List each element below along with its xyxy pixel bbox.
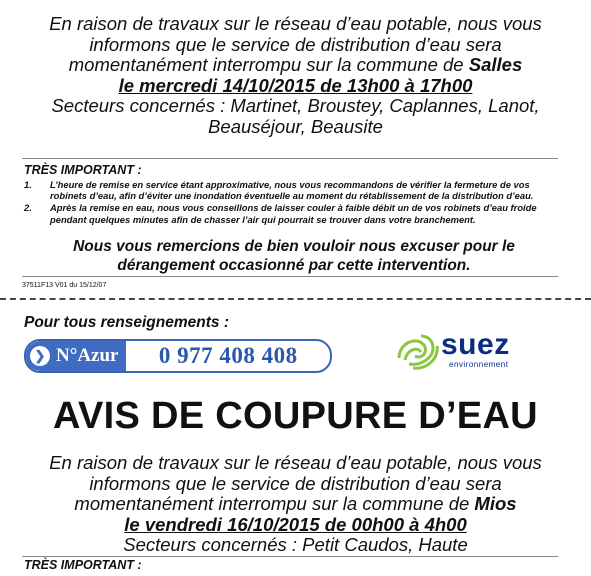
important-section: [24, 163, 560, 226]
important-heading: TRÈS IMPORTANT :: [24, 558, 142, 572]
azur-phone-badge[interactable]: [24, 339, 332, 373]
page-title: AVIS DE COUPURE D’EAU: [53, 395, 538, 437]
list-text: L’heure de remise en service étant approximative, nous vous recommandons de vérifier la fermeture de vos robinets d’eau, afin d’éviter une inondation éventuelle au moment du rétablissement de la distribution d’eau.: [50, 179, 534, 202]
sectors-line: Secteurs concernés : Martinet, Broustey, Caplannes, Lanot,: [51, 95, 540, 116]
notice-line-prefix: momentanément interrompu sur la commune de: [74, 493, 475, 514]
list-text: Après la remise en eau, nous vous conseillons de laisser couler à faible débit un de vos robinets d’eau froide pendant quelques minutes afin de chasser l’air qui pourrait se trouver dans votre branchement.: [50, 202, 537, 225]
contact-label: Pour tous renseignements :: [24, 314, 229, 331]
list-item: [24, 179, 560, 201]
notice-line: En raison de travaux sur le réseau d’eau potable, nous vous: [49, 13, 542, 34]
outage-date: le mercredi 14/10/2015 de 13h00 à 17h00: [118, 74, 473, 96]
apology-message: [22, 237, 566, 275]
outage-date: le vendredi 16/10/2015 de 00h00 à 4h00: [124, 513, 467, 535]
notice-line: [0, 494, 591, 515]
list-number: 1.: [24, 179, 32, 190]
commune-name: Mios: [474, 493, 517, 514]
important-heading: TRÈS IMPORTANT :: [24, 163, 142, 177]
notice-line: En raison de travaux sur le réseau d’eau potable, nous vous: [49, 452, 542, 473]
commune-name: Salles: [468, 54, 523, 75]
divider: [22, 276, 558, 277]
logo-wordmark: suez: [441, 328, 510, 361]
logo-subtitle: environnement: [449, 360, 509, 369]
apology-line: Nous vous remercions de bien vouloir nous excuser pour le: [73, 238, 515, 255]
list-number: 2.: [24, 202, 32, 214]
notice-line: informons que le service de distribution d’eau sera: [89, 472, 502, 494]
notice-line: informons que le service de distribution d’eau sera: [89, 33, 502, 55]
phone-number[interactable]: 0 977 408 408: [158, 343, 298, 368]
suez-swirl-icon: [393, 330, 439, 370]
important-list: [24, 179, 560, 225]
document-reference: 37511F13 V01 du 15/12/07: [22, 282, 107, 289]
azur-label-block: [26, 341, 126, 371]
notice-line-prefix: momentanément interrompu sur la commune de: [68, 54, 469, 75]
bottom-notice: [0, 453, 591, 556]
top-notice: [0, 14, 591, 137]
notice-line: [0, 55, 591, 76]
suez-logo: [393, 330, 543, 370]
divider: [22, 158, 558, 159]
azur-label: N°Azur: [56, 345, 119, 366]
arrow-right-icon: ❯: [30, 346, 50, 366]
cut-line: [0, 298, 591, 300]
list-item: [24, 202, 560, 224]
divider: [22, 556, 558, 557]
sectors-line: Secteurs concernés : Petit Caudos, Haute: [123, 534, 468, 555]
sectors-line: Beauséjour, Beausite: [208, 115, 383, 137]
apology-line: dérangement occasionné par cette intervention.: [117, 257, 471, 274]
